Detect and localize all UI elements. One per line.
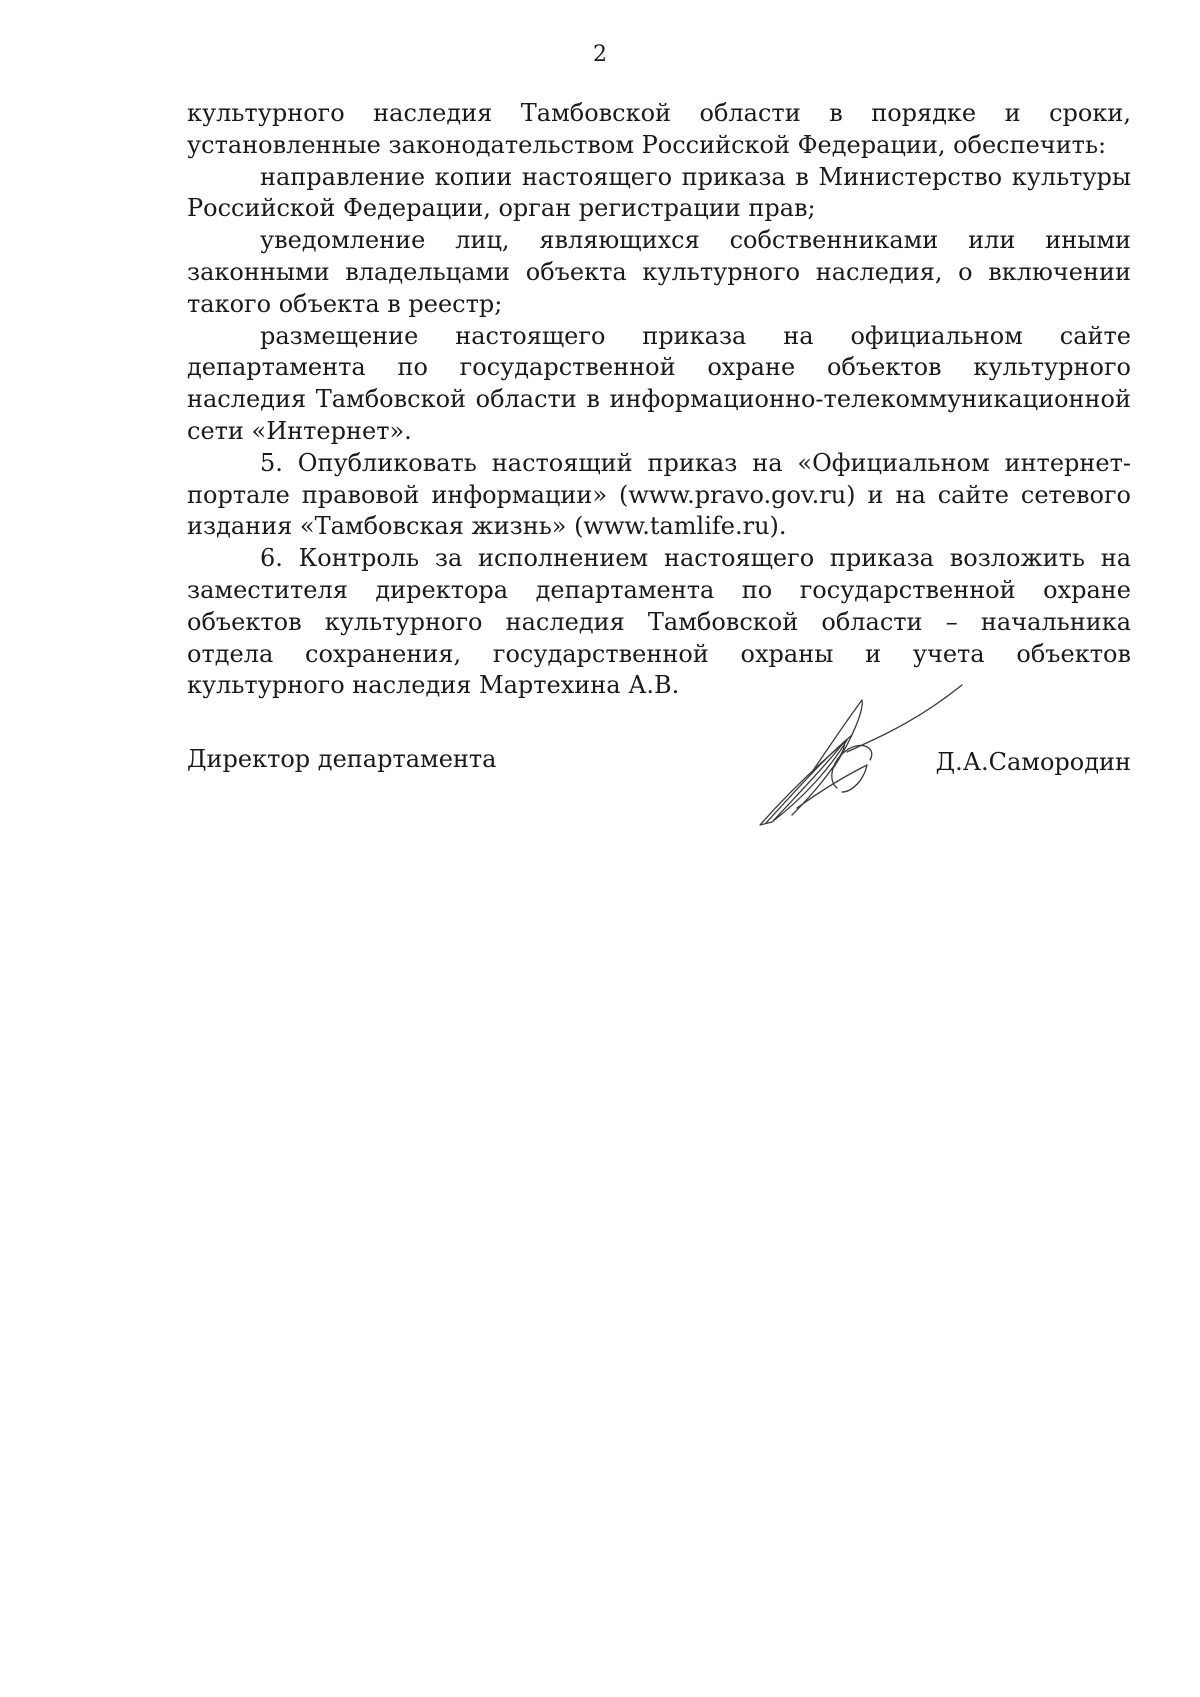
signer-title: Директор департамента — [187, 745, 497, 773]
signer-name: Д.А.Самородин — [935, 748, 1131, 776]
paragraph-website-publication: размещение настоящего приказа на официальном сайте департамента по государственной охране объектов культурного наследия Тамбовской области в информационно-телекоммуникационной сети «Интернет». — [187, 321, 1131, 445]
paragraph-owner-notification: уведомление лиц, являющихся собственниками или иными законными владельцами объекта культурного наследия, о включении такого объекта в реестр; — [187, 226, 1131, 318]
signature-block — [187, 745, 1131, 785]
paragraph-item-5: 5. Опубликовать настоящий приказ на «Официальном интернет-портале правовой информации» (www.pravo.gov.ru) и на сайте сетевого издания «Тамбовская жизнь» (www.tamlife.ru). — [187, 448, 1131, 541]
paragraph-continuation: культурного наследия Тамбовской области в порядке и сроки, установленные законодательством Российской Федерации, обеспечить: — [187, 99, 1131, 159]
handwritten-signature-icon — [752, 680, 972, 830]
document-body — [187, 98, 1131, 702]
paragraph-item-6: 6. Контроль за исполнением настоящего приказа возложить на заместителя директора департамента по государственной охране объектов культурного наследия Тамбовской области – начальника отдела сохранения, государственной охраны и учета объектов культурного наследия Мартехина А.В. — [187, 544, 1131, 700]
paragraph-copy-direction: направление копии настоящего приказа в Министерство культуры Российской Федерации, орган регистрации прав; — [187, 162, 1131, 223]
page-number: 2 — [593, 42, 607, 67]
